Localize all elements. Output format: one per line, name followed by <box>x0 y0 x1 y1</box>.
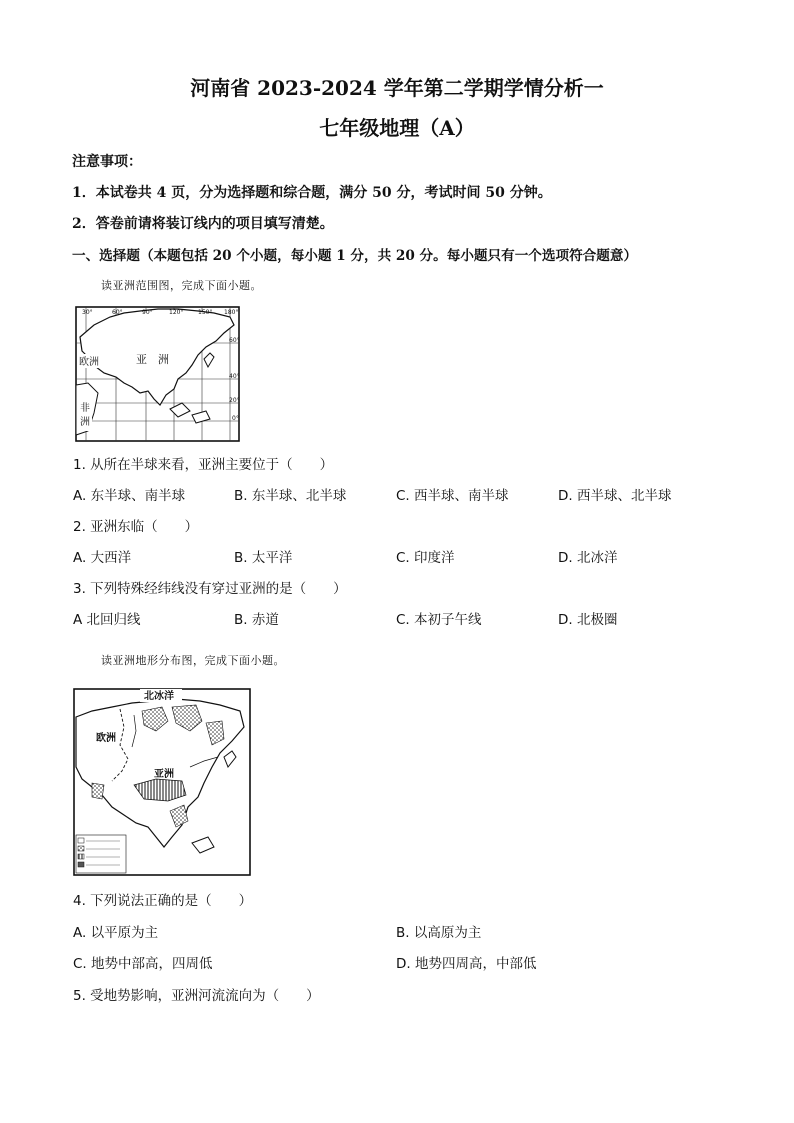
map1-region-africa: 非 <box>80 403 90 414</box>
question-1-option-d[interactable]: D. 西半球、北半球 <box>558 488 672 504</box>
map1-region-europe: 欧洲 <box>79 357 99 368</box>
section-heading: 一、选择题（本题包括 20 个小题，每小题 1 分，共 20 分。每小题只有一个选项符合题意） <box>72 248 638 264</box>
question-2-option-b[interactable]: B. 太平洋 <box>234 550 293 566</box>
question-3-stem: 3. 下列特殊经纬线没有穿过亚洲的是（ ） <box>73 581 347 597</box>
asia-terrain-map <box>72 687 252 877</box>
question-4-option-a[interactable]: A. 以平原为主 <box>73 925 159 941</box>
map1-lat-label: 40° <box>229 373 240 380</box>
question-4-option-b[interactable]: B. 以高原为主 <box>396 925 482 941</box>
question-1-option-c[interactable]: C. 西半球、南半球 <box>396 488 509 504</box>
map1-lat-label: 20° <box>229 397 240 404</box>
question-2-option-a[interactable]: A. 大西洋 <box>73 550 132 566</box>
question-3-option-c[interactable]: C. 本初子午线 <box>396 612 482 628</box>
map2-label-arctic: 北冰洋 <box>144 691 174 702</box>
question-2-option-d[interactable]: D. 北冰洋 <box>558 550 618 566</box>
map2-legend <box>76 835 126 873</box>
map2-label-europe: 欧洲 <box>96 733 116 744</box>
map1-region-asia: 亚 洲 <box>136 353 169 366</box>
map1-intro: 读亚洲范围图，完成下面小题。 <box>101 279 262 292</box>
map1-lon-label: 180° <box>224 309 239 316</box>
question-1-option-a[interactable]: A. 东半球、南半球 <box>73 488 186 504</box>
notes-heading: 注意事项： <box>72 154 142 170</box>
map1-lon-label: 90° <box>142 309 153 316</box>
map1-lon-label: 30° <box>82 309 93 316</box>
map1-lon-label: 150° <box>198 309 213 316</box>
question-2-option-c[interactable]: C. 印度洋 <box>396 550 455 566</box>
notes-item-2: 2．答卷前请将装订线内的项目填写清楚。 <box>72 216 334 232</box>
page-subtitle: 七年级地理（A） <box>319 116 475 140</box>
question-4-option-c[interactable]: C. 地势中部高，四周低 <box>73 956 213 972</box>
map1-region-africa: 洲 <box>80 417 90 428</box>
map1-lon-label: 120° <box>169 309 184 316</box>
question-3-option-a[interactable]: A 北回归线 <box>73 612 141 628</box>
question-4-stem: 4. 下列说法正确的是（ ） <box>73 893 253 909</box>
map1-lat-label: 0° <box>232 415 239 422</box>
question-1-option-b[interactable]: B. 东半球、北半球 <box>234 488 347 504</box>
question-1-stem: 1. 从所在半球来看，亚洲主要位于（ ） <box>73 457 334 473</box>
map2-intro: 读亚洲地形分布图，完成下面小题。 <box>101 654 285 667</box>
asia-range-map <box>74 303 242 443</box>
question-2-stem: 2. 亚洲东临（ ） <box>73 519 199 535</box>
question-3-option-b[interactable]: B. 赤道 <box>234 612 279 628</box>
question-5-stem: 5. 受地势影响，亚洲河流流向为（ ） <box>73 988 320 1004</box>
question-3-option-d[interactable]: D. 北极圈 <box>558 612 618 628</box>
question-4-option-d[interactable]: D. 地势四周高，中部低 <box>396 956 537 972</box>
page-title: 河南省 2023-2024 学年第二学期学情分析一 <box>190 76 604 100</box>
map1-lon-label: 60° <box>112 309 123 316</box>
notes-item-1: 1．本试卷共 4 页，分为选择题和综合题，满分 50 分，考试时间 50 分钟。 <box>72 185 552 201</box>
map1-lat-label: 60° <box>229 337 240 344</box>
map2-label-asia: 亚洲 <box>154 769 174 780</box>
